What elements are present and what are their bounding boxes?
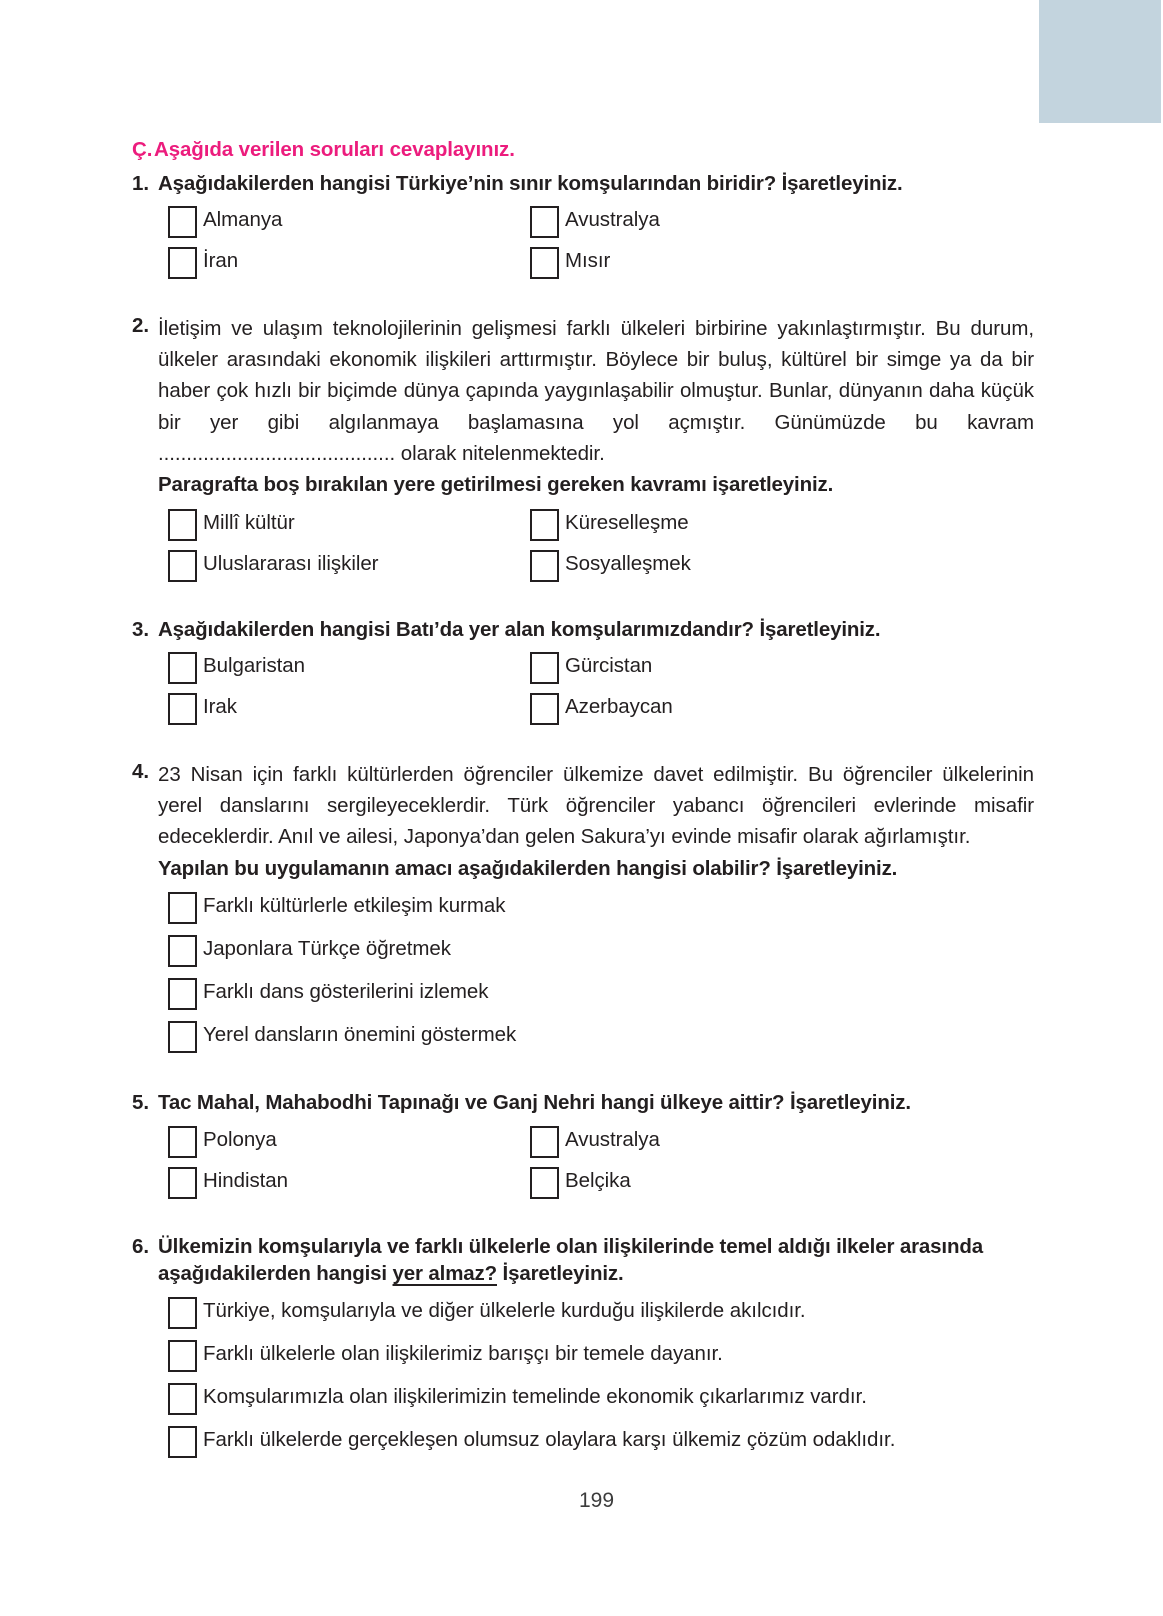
checkbox-icon[interactable]: [530, 1126, 559, 1158]
question-4-option-1-label: Farklı kültürlerle etkileşim kurmak: [203, 894, 506, 918]
question-4-prompt: Yapılan bu uygulamanın amacı aşağıdakilerden hangisi olabilir? İşaretleyiniz.: [158, 856, 898, 880]
question-3-option-1[interactable]: [168, 651, 530, 684]
checkbox-icon[interactable]: [530, 693, 559, 725]
question-5-number: 5.: [132, 1091, 150, 1115]
question-4-option-4[interactable]: [168, 1020, 1034, 1053]
question-4-option-3-label: Farklı dans gösterilerini izlemek: [203, 980, 489, 1004]
checkbox-icon[interactable]: [168, 1126, 197, 1158]
question-6-option-4[interactable]: [168, 1425, 1034, 1458]
checkbox-icon[interactable]: [530, 652, 559, 684]
question-1-prompt-row: [132, 170, 1034, 197]
question-2-body-row: [132, 313, 1034, 469]
checkbox-icon[interactable]: [168, 892, 197, 924]
checkbox-icon[interactable]: [530, 1167, 559, 1199]
question-2-option-2-label: Küreselleşme: [565, 510, 689, 534]
checkbox-icon[interactable]: [530, 550, 559, 582]
question-2-option-3-label: Uluslararası ilişkiler: [203, 551, 379, 575]
question-5-option-4[interactable]: [530, 1166, 631, 1199]
question-5-option-2[interactable]: [530, 1125, 660, 1158]
question-1-option-2-label: Avustralya: [565, 208, 660, 232]
checkbox-icon[interactable]: [168, 247, 197, 279]
checkbox-icon[interactable]: [168, 1021, 197, 1053]
question-6-prompt-row: [132, 1233, 1034, 1288]
question-1-option-2[interactable]: [530, 205, 660, 238]
question-3-options: [168, 651, 1034, 733]
question-4-option-2[interactable]: [168, 934, 1034, 967]
question-4-body-row: [132, 759, 1034, 852]
page-number: [0, 1489, 1163, 1513]
question-1-option-4-label: Mısır: [565, 249, 611, 273]
question-5-options: [168, 1125, 1034, 1207]
question-5-option-row-1: [168, 1125, 1034, 1166]
question-6-option-2[interactable]: [168, 1339, 1034, 1372]
question-2-option-1[interactable]: [168, 508, 530, 541]
question-3-number: 3.: [132, 617, 150, 641]
question-1-options: [168, 205, 1034, 287]
question-2-option-4[interactable]: [530, 549, 691, 582]
question-6-prompt: [158, 1233, 1034, 1288]
question-3-prompt-row: [132, 616, 1034, 643]
question-2-prompt: Paragrafta boş bırakılan yere getirilmesi gereken kavramı işaretleyiniz.: [158, 472, 834, 496]
question-3-option-2[interactable]: [530, 651, 652, 684]
question-4-option-1[interactable]: [168, 891, 1034, 924]
question-3-option-2-label: Gürcistan: [565, 654, 653, 678]
question-5-option-2-label: Avustralya: [565, 1127, 660, 1151]
question-5-option-row-2: [168, 1166, 1034, 1207]
question-5-option-1-label: Polonya: [203, 1127, 277, 1151]
question-6-option-4-label: Farklı ülkelerde gerçekleşen olumsuz olaylara karşı ülkemiz çözüm odaklıdır.: [203, 1427, 896, 1451]
question-5-option-3-label: Hindistan: [203, 1168, 289, 1192]
question-3-option-row-1: [168, 651, 1034, 692]
checkbox-icon[interactable]: [168, 1383, 197, 1415]
page-content: [132, 137, 1034, 1468]
checkbox-icon[interactable]: [530, 509, 559, 541]
question-6-options: [168, 1296, 1034, 1458]
checkbox-icon[interactable]: [168, 1167, 197, 1199]
question-2-number: 2.: [132, 314, 150, 338]
question-2-options: [168, 508, 1034, 590]
question-4-option-4-label: Yerel dansların önemini göstermek: [203, 1023, 517, 1047]
checkbox-icon[interactable]: [168, 206, 197, 238]
question-1-option-1[interactable]: [168, 205, 530, 238]
question-3-prompt: Aşağıdakilerden hangisi Batı’da yer alan komşularımızdandır? İşaretleyiniz.: [158, 617, 881, 641]
checkbox-icon[interactable]: [168, 509, 197, 541]
question-4-number: 4.: [132, 760, 150, 784]
checkbox-icon[interactable]: [168, 935, 197, 967]
question-1-prompt: Aşağıdakilerden hangisi Türkiye’nin sınır komşularından biridir? İşaretleyiniz.: [158, 171, 903, 195]
question-2-option-row-2: [168, 549, 1034, 590]
question-3-option-3[interactable]: [168, 692, 530, 725]
question-1-option-4[interactable]: [530, 246, 610, 279]
question-2-option-3[interactable]: [168, 549, 530, 582]
question-6-option-1[interactable]: [168, 1296, 1034, 1329]
question-5-option-1[interactable]: [168, 1125, 530, 1158]
question-6-prompt-part1: Ülkemizin komşularıyla ve farklı ülkelerle olan ilişkilerinde temel aldığı ilkeler arasında aşağıdakilerden hangisi: [158, 1234, 983, 1286]
question-2-option-1-label: Millî kültür: [203, 510, 295, 534]
question-6-option-2-label: Farklı ülkelerle olan ilişkilerimiz barışçı bir temele dayanır.: [203, 1341, 723, 1365]
question-4-option-3[interactable]: [168, 977, 1034, 1010]
checkbox-icon[interactable]: [168, 693, 197, 725]
checkbox-icon[interactable]: [168, 978, 197, 1010]
question-3: [132, 616, 1034, 733]
question-3-option-4-label: Azerbaycan: [565, 695, 673, 719]
question-6-option-1-label: Türkiye, komşularıyla ve diğer ülkelerle kurduğu ilişkilerde akılcıdır.: [203, 1298, 806, 1322]
checkbox-icon[interactable]: [530, 247, 559, 279]
question-3-option-row-2: [168, 692, 1034, 733]
question-2: [132, 313, 1034, 589]
question-1-option-3[interactable]: [168, 246, 530, 279]
checkbox-icon[interactable]: [168, 550, 197, 582]
checkbox-icon[interactable]: [168, 652, 197, 684]
question-2-option-2[interactable]: [530, 508, 689, 541]
question-3-option-4[interactable]: [530, 692, 673, 725]
checkbox-icon[interactable]: [168, 1297, 197, 1329]
page-number-value: 199: [578, 1489, 615, 1512]
question-3-option-3-label: Irak: [203, 695, 237, 719]
question-1-option-3-label: İran: [203, 249, 239, 273]
question-4-options: [168, 891, 1034, 1053]
question-6-prompt-part2: İşaretleyiniz.: [497, 1262, 624, 1286]
question-6-option-3[interactable]: [168, 1382, 1034, 1415]
question-1-option-1-label: Almanya: [203, 208, 283, 232]
question-1-option-row-2: [168, 246, 1034, 287]
section-heading: [132, 137, 1034, 163]
question-6: [132, 1233, 1034, 1458]
question-6-prompt-underlined: yer almaz?: [392, 1262, 497, 1286]
question-2-body: İletişim ve ulaşım teknolojilerinin gelişmesi farklı ülkeleri birbirine yakınlaştırmıştır. Bu durum, ülkeler arasındaki ekonomik ilişkileri arttırmıştır. Böylece bir buluş, kültürel bir simge ya da bir haber çok hızlı bir biçimde dünya çapında yaygınlaşabilir olmuştur. Bunlar, dünyanın daha küçük bir yer gibi algılanmaya başlamasına yol açmıştır. Günümüzde bu kavram .......................................... olarak nitelenmektedir.: [158, 317, 1034, 465]
question-1: [132, 170, 1034, 287]
question-5-prompt: Tac Mahal, Mahabodhi Tapınağı ve Ganj Nehri hangi ülkeye aittir? İşaretleyiniz.: [158, 1091, 911, 1115]
question-5-option-3[interactable]: [168, 1166, 530, 1199]
question-6-option-3-label: Komşularımızla olan ilişkilerimizin temelinde ekonomik çıkarlarımız vardır.: [203, 1384, 867, 1408]
checkbox-icon[interactable]: [530, 206, 559, 238]
question-3-option-1-label: Bulgaristan: [203, 654, 306, 678]
section-heading-text: Aşağıda verilen soruları cevaplayınız.: [154, 138, 515, 161]
question-5-option-4-label: Belçika: [565, 1168, 631, 1192]
question-4-body: 23 Nisan için farklı kültürlerden öğrenciler ülkemize davet edilmiştir. Bu öğrenciler ülkelerinin yerel danslarını sergileyeceklerdir. Türk öğrenciler yabancı öğrencileri evlerinde misafir edeceklerdir. Anıl ve ailesi, Japonya’dan gelen Sakura’yı evinde misafir olarak ağırlamıştır.: [158, 763, 1034, 849]
question-6-number: 6.: [132, 1234, 150, 1258]
question-4: [132, 759, 1034, 1053]
question-5: [132, 1089, 1034, 1206]
question-1-number: 1.: [132, 171, 150, 195]
question-1-option-row-1: [168, 205, 1034, 246]
question-4-option-2-label: Japonlara Türkçe öğretmek: [203, 937, 451, 961]
section-letter: Ç.: [132, 138, 153, 161]
question-5-prompt-row: [132, 1089, 1034, 1116]
question-2-option-row-1: [168, 508, 1034, 549]
checkbox-icon[interactable]: [168, 1340, 197, 1372]
decorative-corner-block: [1039, 0, 1161, 123]
checkbox-icon[interactable]: [168, 1426, 197, 1458]
question-2-option-4-label: Sosyalleşmek: [565, 551, 691, 575]
